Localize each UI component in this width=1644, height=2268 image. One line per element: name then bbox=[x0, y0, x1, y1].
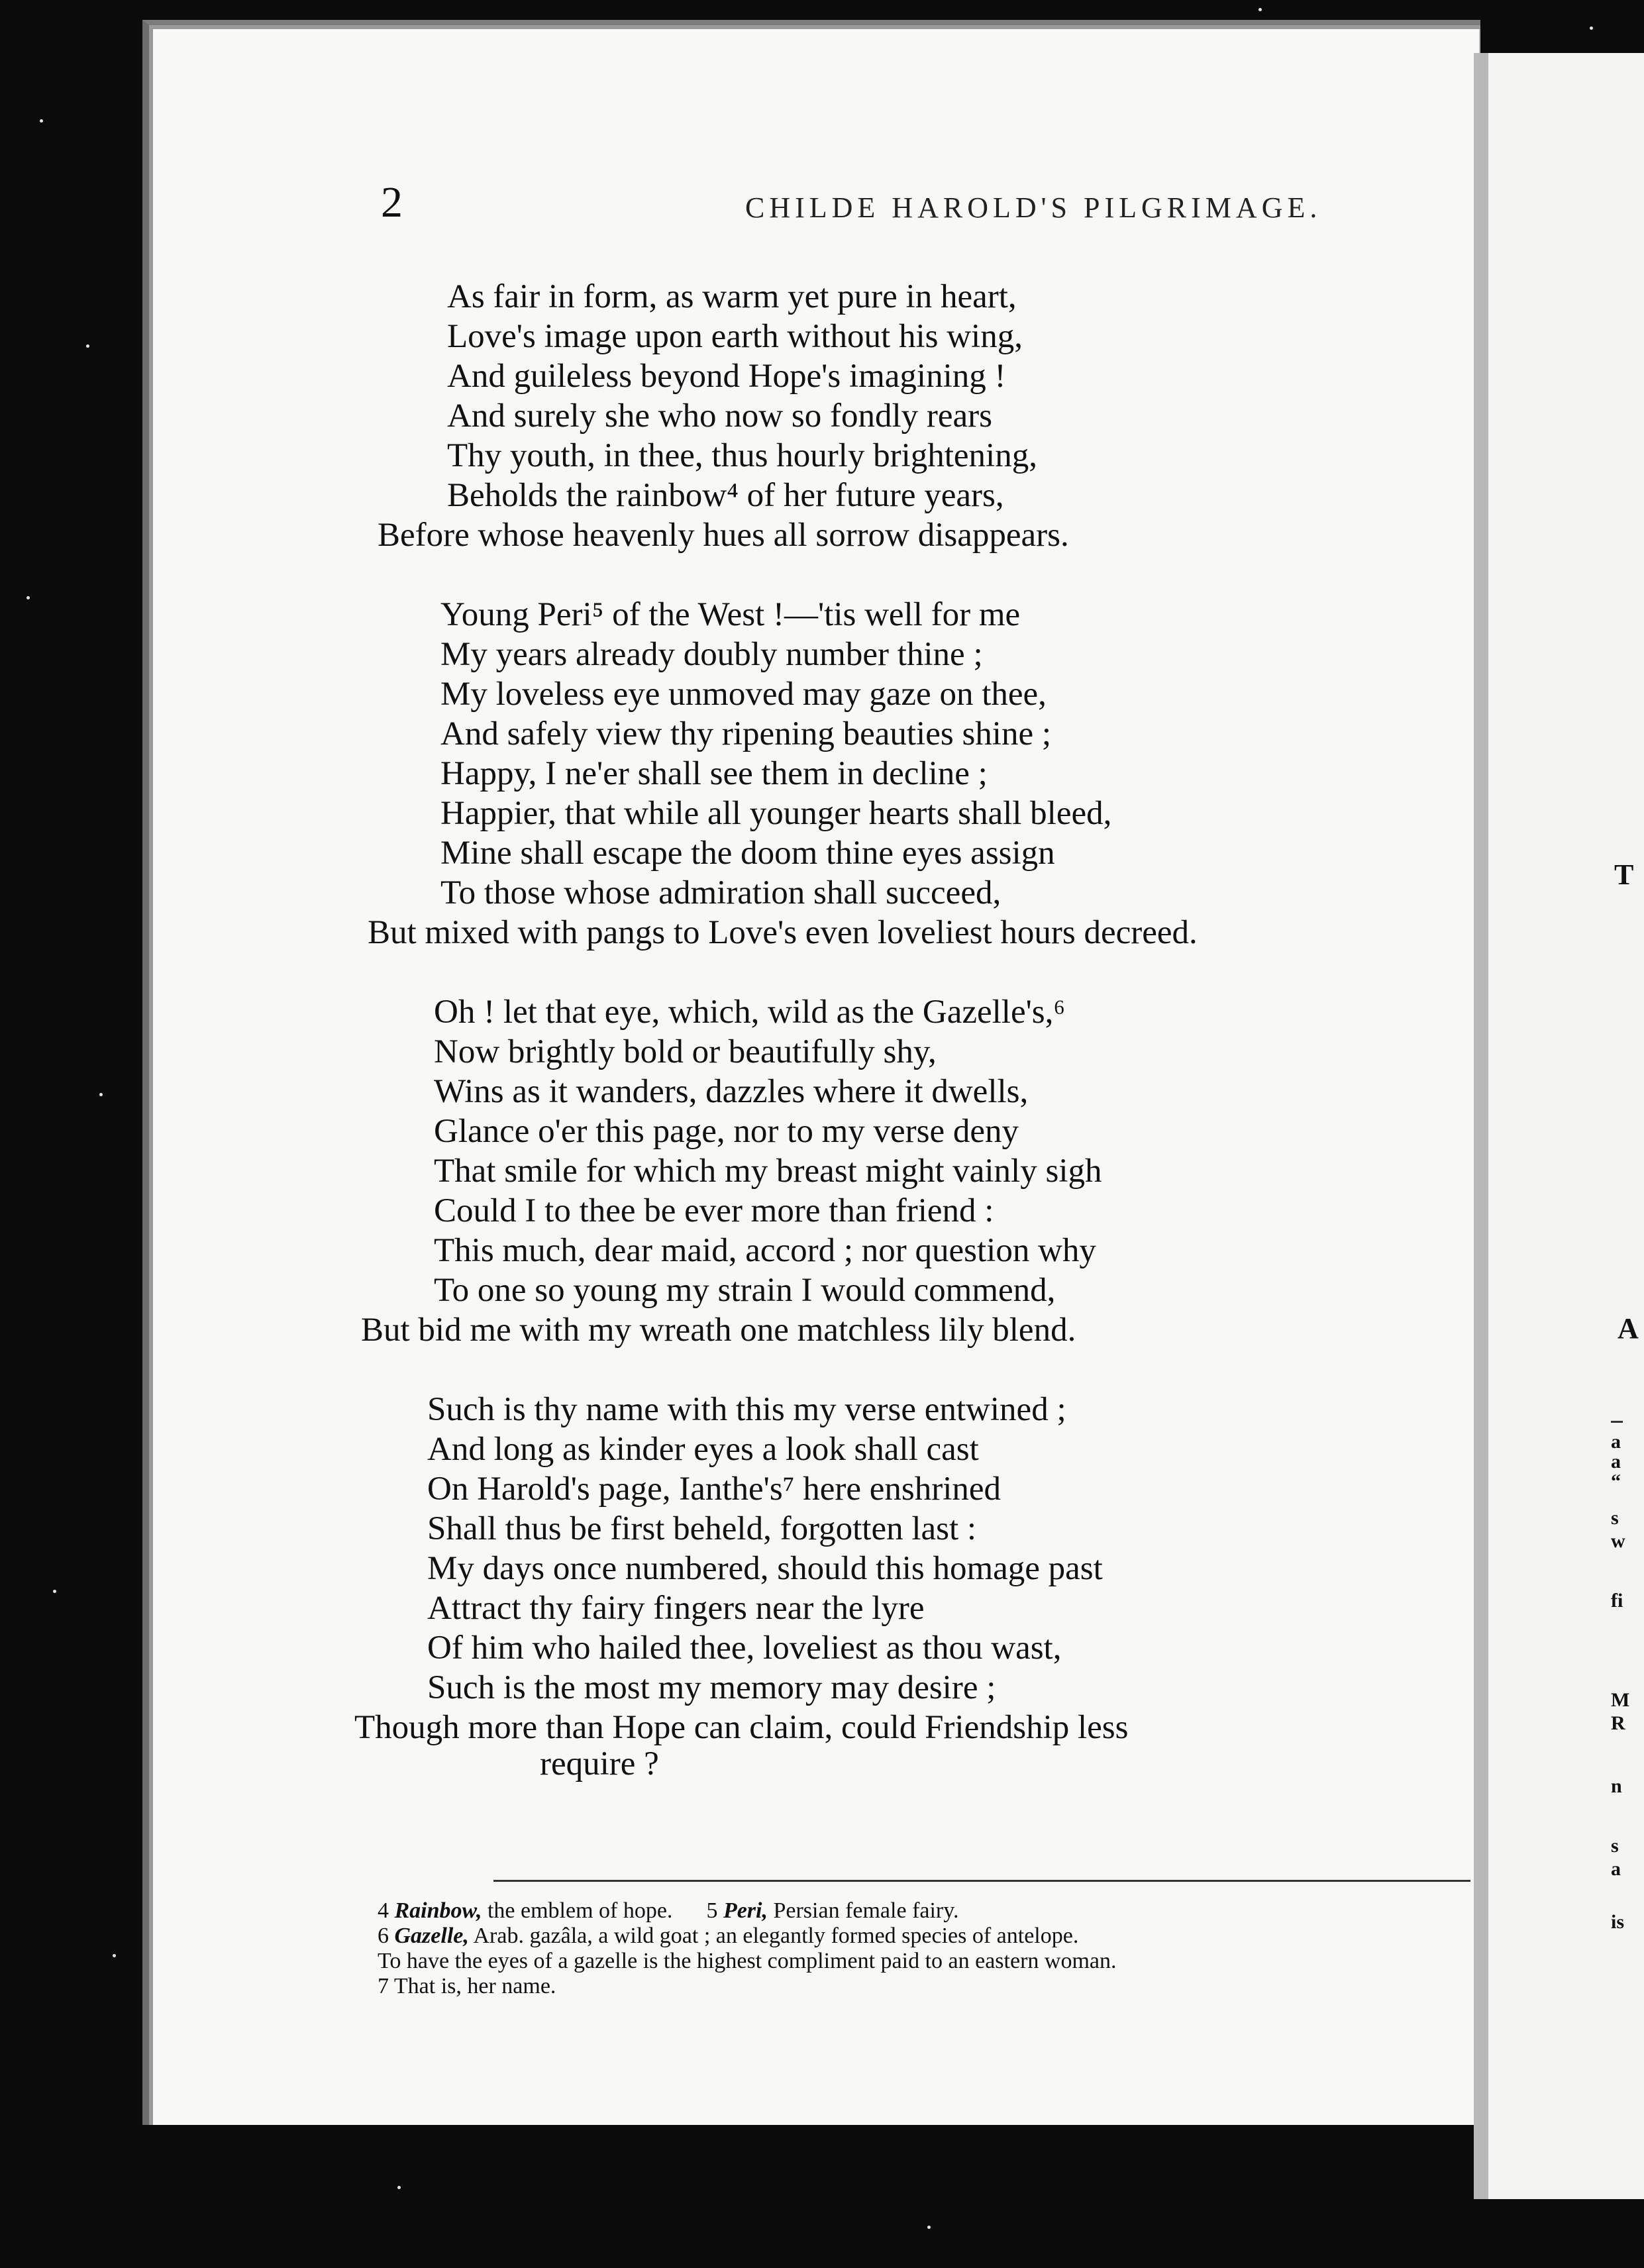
fragment: w bbox=[1611, 1530, 1625, 1552]
verse-line: My loveless eye unmoved may gaze on thee, bbox=[440, 676, 1047, 713]
fragment: a bbox=[1611, 1431, 1621, 1453]
footnote-continuation: To have the eyes of a gazelle is the highest compliment paid to an eastern woman. bbox=[378, 1949, 1117, 1973]
film-speck bbox=[113, 1954, 116, 1957]
film-speck bbox=[53, 1590, 56, 1593]
footnote-rule bbox=[493, 1880, 1470, 1882]
footnote-number: 6 bbox=[378, 1924, 389, 1948]
book-page bbox=[142, 20, 1480, 2125]
fragment: “ bbox=[1611, 1470, 1621, 1492]
verse-line: Happy, I ne'er shall see them in decline ; bbox=[440, 755, 988, 792]
footnote-term: Peri, bbox=[723, 1898, 768, 1923]
verse-line: Now brightly bold or beautifully shy, bbox=[434, 1033, 937, 1070]
verse-line: And guileless beyond Hope's imagining ! bbox=[447, 358, 1006, 395]
verse-line: Thy youth, in thee, thus hourly brightening, bbox=[447, 437, 1037, 474]
adjacent-page bbox=[1474, 53, 1644, 2199]
film-speck bbox=[1590, 26, 1593, 30]
verse-line: Happier, that while all younger hearts shall bleed, bbox=[440, 795, 1112, 832]
film-speck bbox=[1259, 8, 1262, 11]
running-head bbox=[149, 171, 1480, 227]
verse-line: Of him who hailed thee, loveliest as thou wast, bbox=[427, 1629, 1062, 1667]
verse-line-alexandrine: But mixed with pangs to Love's even loveliest hours decreed. bbox=[368, 914, 1198, 951]
verse-line-alexandrine: Before whose heavenly hues all sorrow disappears. bbox=[378, 517, 1069, 554]
footnote-text: That is, her name. bbox=[389, 1974, 556, 1998]
footnote bbox=[378, 1975, 556, 1998]
footnote-text: the emblem of hope. bbox=[482, 1898, 673, 1923]
fragment: s bbox=[1611, 1835, 1619, 1857]
fragment: T bbox=[1614, 858, 1634, 891]
verse-line: Glance o'er this page, nor to my verse deny bbox=[434, 1113, 1019, 1150]
verse-line: Such is the most my memory may desire ; bbox=[427, 1669, 996, 1706]
verse-line-alexandrine: Though more than Hope can claim, could Friendship less bbox=[354, 1709, 1129, 1746]
verse-line: And long as kinder eyes a look shall cast bbox=[427, 1431, 979, 1468]
verse-line: My days once numbered, should this homage past bbox=[427, 1550, 1103, 1587]
footnote-term: Gazelle, bbox=[394, 1924, 469, 1948]
verse-line: And safely view thy ripening beauties shine ; bbox=[440, 715, 1052, 752]
verse-line: Mine shall escape the doom thine eyes assign bbox=[440, 835, 1055, 872]
fragment: R bbox=[1611, 1712, 1625, 1734]
verse-line: Wins as it wanders, dazzles where it dwells, bbox=[434, 1073, 1029, 1110]
fragment: is bbox=[1611, 1911, 1625, 1933]
film-speck bbox=[26, 596, 30, 599]
verse-line: Oh ! let that eye, which, wild as the Gazelle's,⁶ bbox=[434, 994, 1066, 1031]
footnote-number: 4 bbox=[378, 1898, 389, 1923]
fragment: a bbox=[1611, 1451, 1621, 1472]
film-speck bbox=[40, 119, 43, 123]
verse-line: To those whose admiration shall succeed, bbox=[440, 874, 1002, 911]
verse-line: Attract thy fairy fingers near the lyre bbox=[427, 1590, 925, 1627]
page-number: 2 bbox=[381, 178, 403, 227]
verse-line: This much, dear maid, accord ; nor question why bbox=[434, 1232, 1096, 1269]
verse-line: Young Peri⁵ of the West !—'tis well for me bbox=[440, 596, 1021, 633]
film-speck bbox=[397, 2186, 401, 2189]
film-speck bbox=[99, 1093, 103, 1096]
fragment-rule bbox=[1611, 1421, 1623, 1423]
film-speck bbox=[86, 344, 89, 348]
fragment: a bbox=[1611, 1858, 1621, 1880]
verse-line: Beholds the rainbow⁴ of her future years, bbox=[447, 477, 1004, 514]
verse-line: Love's image upon earth without his wing, bbox=[447, 318, 1023, 355]
footnote bbox=[378, 1925, 1078, 1947]
verse-line: Shall thus be first beheld, forgotten last : bbox=[427, 1510, 977, 1547]
verse-line: Could I to thee be ever more than friend : bbox=[434, 1192, 994, 1229]
verse-line-alexandrine: But bid me with my wreath one matchless lily blend. bbox=[361, 1312, 1076, 1349]
verse-line: My years already doubly number thine ; bbox=[440, 636, 983, 673]
footnote-text: Persian female fairy. bbox=[767, 1898, 959, 1923]
fragment: M bbox=[1611, 1689, 1630, 1711]
verse-line: On Harold's page, Ianthe's⁷ here enshrined bbox=[427, 1470, 1002, 1508]
film-speck bbox=[927, 2226, 931, 2229]
fragment: fi bbox=[1611, 1590, 1623, 1612]
verse-line: And surely she who now so fondly rears bbox=[447, 397, 992, 435]
running-title: CHILDE HAROLD'S PILGRIMAGE. bbox=[745, 191, 1322, 224]
fragment: n bbox=[1611, 1775, 1622, 1797]
verse-line-turnover: require ? bbox=[540, 1745, 659, 1782]
verse-line: Such is thy name with this my verse entwined ; bbox=[427, 1391, 1066, 1428]
footnote-number: 5 bbox=[706, 1898, 718, 1923]
footnote-text: Arab. gazâla, a wild goat ; an elegantly formed species of antelope. bbox=[468, 1924, 1079, 1948]
verse-line: That smile for which my breast might vainly sigh bbox=[434, 1153, 1102, 1190]
verse-line: As fair in form, as warm yet pure in heart, bbox=[447, 278, 1017, 315]
verse-line: To one so young my strain I would commend, bbox=[434, 1272, 1056, 1309]
footnote bbox=[378, 1900, 959, 1922]
fragment: s bbox=[1611, 1507, 1619, 1529]
fragment: A bbox=[1618, 1312, 1639, 1345]
footnote-number: 7 bbox=[378, 1974, 389, 1998]
footnote-term: Rainbow, bbox=[394, 1898, 482, 1923]
